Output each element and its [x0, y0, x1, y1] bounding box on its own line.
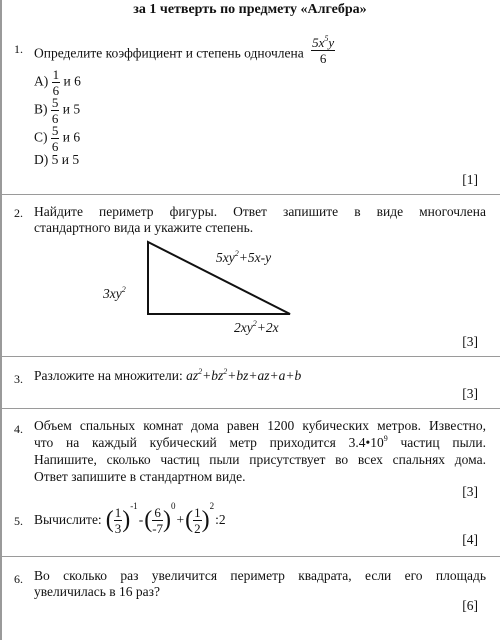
q6-number: 6. [14, 572, 23, 586]
side-power: 2 [234, 249, 239, 258]
q5-plus: + [176, 512, 185, 527]
q5-question: Вычислите: [34, 512, 102, 527]
q5-term3-exp: 2 [209, 501, 215, 511]
q5-term2-exp: 0 [171, 501, 176, 511]
q1-monomial-y: y [328, 35, 335, 50]
q2-side-left [103, 286, 126, 302]
q1-question: Определите коэффициент и степень одночлена [34, 45, 304, 61]
divider [2, 408, 500, 409]
q5-expression: Вычислите: ( $\frac{1}{3}$ ) -1 - ( $\frac{6}{-7}$ ) 0 + ( $\frac{1}{2}$ ) 2 :2 [34, 501, 226, 536]
divider [2, 356, 500, 357]
q5-term1-num: 1 [114, 504, 122, 520]
option-label: A) [34, 73, 49, 89]
q3-text [34, 368, 301, 384]
q2-score: [3] [462, 334, 478, 349]
q6-score: [6] [462, 598, 478, 613]
q1-monomial-power: 5 [324, 34, 329, 43]
page-title: за 1 четверть по предмету «Алгебра» [133, 2, 367, 17]
q6-line2: увеличилась в 16 раз? [34, 584, 160, 599]
q1-monomial-den: 6 [319, 51, 327, 66]
side-term: +2x [256, 320, 279, 335]
q2-line2: стандартного вида и укажите степень. [34, 220, 254, 235]
q4-number: 4. [14, 422, 23, 436]
option-num: 5 [51, 95, 59, 110]
q5-term3-den: 2 [194, 520, 201, 536]
q5-term2-den: -7 [152, 520, 164, 536]
side-power: 2 [252, 319, 257, 328]
option-label: C) [34, 129, 48, 145]
q2-line1: Найдите периметр фигуры. Ответ запишите в виде многочлена [34, 204, 486, 219]
q4-line4: Ответ запишите в стандартном виде. [34, 469, 246, 484]
q2-number: 2. [14, 206, 23, 220]
q4-score: [3] [462, 484, 478, 499]
q5-divide: :2 [215, 512, 226, 527]
q3-expression: $az^2+bz^2+bz+az+a+b$ [186, 367, 302, 383]
q5-term1-exp: -1 [130, 501, 138, 511]
side-term: +5x-y [238, 250, 272, 265]
q3-question: Разложите на множители: [34, 368, 183, 383]
q5-term1-den: 3 [114, 520, 122, 536]
option-rest: и 6 [63, 73, 81, 89]
q4-line1: Объем спальных комнат дома равен 1200 кубических метров. Известно, [34, 418, 486, 433]
q4-line2-text: что на каждый кубический метр приходится 3.4•10 [34, 435, 384, 450]
option-label: B) [34, 101, 48, 117]
q4-line2-end: частиц пыли. [387, 435, 486, 450]
q5-minus: - [138, 512, 144, 527]
side-term: 3xy [103, 286, 122, 301]
q1-score: [1] [462, 172, 478, 187]
option-den: 6 [51, 111, 59, 126]
side-term: 2xy [234, 320, 253, 335]
q4-line2 [34, 435, 486, 451]
q2-side-hypotenuse [216, 250, 271, 266]
q4-line3: Напишите, сколько частиц пыли присутствует во всех спальнях дома. [34, 452, 486, 467]
option-rest: и 5 [62, 101, 81, 117]
q5-score: [4] [462, 532, 478, 547]
option-label: D) [34, 152, 49, 167]
q1-monomial-base: 5x [312, 35, 325, 50]
q2-side-bottom [234, 320, 279, 336]
q3-score: [3] [462, 386, 478, 401]
option-num: 1 [52, 67, 60, 82]
option-den: 6 [52, 83, 60, 98]
option-num: 5 [51, 123, 59, 138]
side-term: 5xy [216, 250, 235, 265]
q6-line1: Во сколько раз увеличится периметр квадрата, если его площадь [34, 568, 486, 583]
side-power: 2 [121, 285, 126, 294]
q5-term3-num: 1 [194, 504, 201, 520]
option-rest: и 6 [62, 129, 81, 145]
option-den: 6 [51, 139, 59, 154]
q3-number: 3. [14, 372, 23, 386]
q5-term2-num: 6 [152, 506, 163, 521]
q1-number: 1. [14, 42, 23, 56]
option-text: 5 и 5 [51, 152, 80, 167]
q5-number: 5. [14, 514, 23, 528]
q4-exponent: 9 [383, 434, 388, 443]
divider [2, 556, 500, 557]
